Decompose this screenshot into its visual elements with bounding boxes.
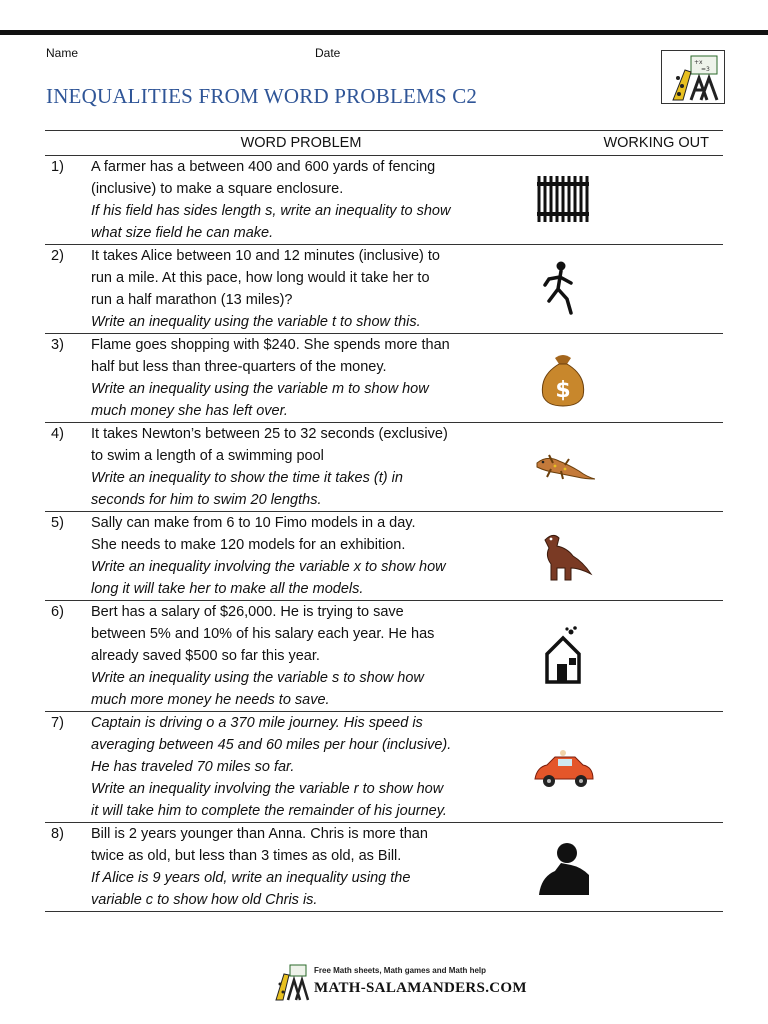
salamander-logo-icon xyxy=(661,50,725,104)
problem-row xyxy=(45,823,723,912)
problem-text xyxy=(91,512,511,601)
problem-question-line: variable c to show how old Chris is. xyxy=(91,892,318,908)
problem-statement-line: Bert has a salary of $26,000. He is trying to save xyxy=(91,604,404,620)
problem-text xyxy=(91,156,511,245)
problem-statement-line: run a half marathon (13 miles)? xyxy=(91,292,293,308)
problem-question-line: He has traveled 70 miles so far. xyxy=(91,759,295,775)
runner-icon xyxy=(531,257,595,321)
problem-number: 3) xyxy=(51,337,64,353)
column-header-word-problem: WORD PROBLEM xyxy=(240,135,362,151)
problem-question-line: If his field has sides length s, write an inequality to show xyxy=(91,203,451,219)
working-out-cell xyxy=(601,512,723,601)
problem-statement-line: Bill is 2 years younger than Anna. Chris is more than xyxy=(91,826,428,842)
footer-tagline: Free Math sheets, Math games and Math help xyxy=(314,966,487,975)
footer-brand: MATH-SALAMANDERS.COM xyxy=(314,980,527,996)
problem-statement-line: run a mile. At this pace, how long would it take her to xyxy=(91,270,430,286)
problem-statement-line: She needs to make 120 models for an exhibition. xyxy=(91,537,406,553)
car-icon xyxy=(531,735,595,799)
problem-row xyxy=(45,156,723,245)
page-title: INEQUALITIES FROM WORD PROBLEMS C2 xyxy=(46,84,478,108)
working-out-cell xyxy=(601,334,723,423)
worksheet-table xyxy=(45,130,723,912)
working-out-cell xyxy=(601,156,723,245)
problem-row xyxy=(45,712,723,823)
problem-row xyxy=(45,512,723,601)
working-out-cell xyxy=(601,245,723,334)
problem-number: 4) xyxy=(51,426,64,442)
footer-salamander-icon xyxy=(270,962,310,1002)
problem-text xyxy=(91,334,511,423)
problem-question-line: Write an inequality to show the time it takes (t) in xyxy=(91,470,403,486)
salamander-icon xyxy=(531,435,595,499)
silhouette-icon xyxy=(531,835,595,899)
problem-row xyxy=(45,245,723,334)
problem-question-line: it will take him to complete the remainder of his journey. xyxy=(91,803,447,819)
svg-text:$: $ xyxy=(555,378,571,403)
problem-question-line: much more money he needs to save. xyxy=(91,692,330,708)
working-out-cell xyxy=(601,423,723,512)
problem-question-line: Write an inequality using the variable m to show how xyxy=(91,381,429,397)
problem-text xyxy=(91,712,511,823)
problem-statement-line: already saved $500 so far this year. xyxy=(91,648,320,664)
working-out-cell xyxy=(601,601,723,712)
problem-statement-line: It takes Alice between 10 and 12 minutes (inclusive) to xyxy=(91,248,440,264)
problem-number: 6) xyxy=(51,604,64,620)
column-header-working-out: WORKING OUT xyxy=(603,135,709,151)
problem-statement-line: A farmer has a between 400 and 600 yards of fencing xyxy=(91,159,436,175)
problem-row xyxy=(45,334,723,423)
problem-question-line: seconds for him to swim 20 lengths. xyxy=(91,492,322,508)
problem-number: 2) xyxy=(51,248,64,264)
problem-question-line: Write an inequality using the variable t to show this. xyxy=(91,314,421,330)
dinosaur-icon xyxy=(531,524,595,588)
problem-text xyxy=(91,423,511,512)
name-label: Name xyxy=(46,46,79,60)
problem-question-line: what size field he can make. xyxy=(91,225,274,241)
fence-icon xyxy=(531,168,595,232)
problem-question-line: Write an inequality involving the variable x to show how xyxy=(91,559,446,575)
problem-question-line: much money she has left over. xyxy=(91,403,288,419)
footer-logo xyxy=(270,962,527,1002)
problem-statement-line: twice as old, but less than 3 times as old, as Bill. xyxy=(91,848,402,864)
problem-number: 8) xyxy=(51,826,64,842)
problem-text xyxy=(91,823,511,912)
problem-statement-line: Sally can make from 6 to 10 Fimo models in a day. xyxy=(91,515,416,531)
date-label: Date xyxy=(315,46,341,60)
problem-statement-line: It takes Newton’s between 25 to 32 seconds (exclusive) xyxy=(91,426,448,442)
problem-statement-line: Flame goes shopping with $240. She spends more than xyxy=(91,337,450,353)
problem-question-line: Captain is driving o a 370 mile journey. His speed is xyxy=(91,715,423,731)
top-rule xyxy=(0,30,768,35)
problem-statement-line: half but less than three-quarters of the money. xyxy=(91,359,387,375)
working-out-cell xyxy=(601,712,723,823)
svg-text:+x: +x xyxy=(694,59,703,66)
problem-row xyxy=(45,601,723,712)
problem-text xyxy=(91,245,511,334)
problem-statement-line: to swim a length of a swimming pool xyxy=(91,448,324,464)
svg-text:=3: =3 xyxy=(701,66,710,73)
problem-question-line: averaging between 45 and 60 miles per hour (inclusive). xyxy=(91,737,452,753)
problem-question-line: Write an inequality involving the variable r to show how xyxy=(91,781,444,797)
problem-statement-line: (inclusive) to make a square enclosure. xyxy=(91,181,344,197)
problem-question-line: long it will take her to make all the models. xyxy=(91,581,364,597)
problem-number: 7) xyxy=(51,715,64,731)
house-icon xyxy=(531,624,595,688)
problem-number: 1) xyxy=(51,159,64,175)
problem-row xyxy=(45,423,723,512)
problem-number: 5) xyxy=(51,515,64,531)
problem-question-line: If Alice is 9 years old, write an inequality using the xyxy=(91,870,411,886)
money-bag-icon xyxy=(531,346,595,410)
problem-text xyxy=(91,601,511,712)
table-header-row xyxy=(45,131,723,156)
problem-question-line: Write an inequality using the variable s to show how xyxy=(91,670,424,686)
working-out-cell xyxy=(601,823,723,912)
problem-statement-line: between 5% and 10% of his salary each year. He has xyxy=(91,626,435,642)
